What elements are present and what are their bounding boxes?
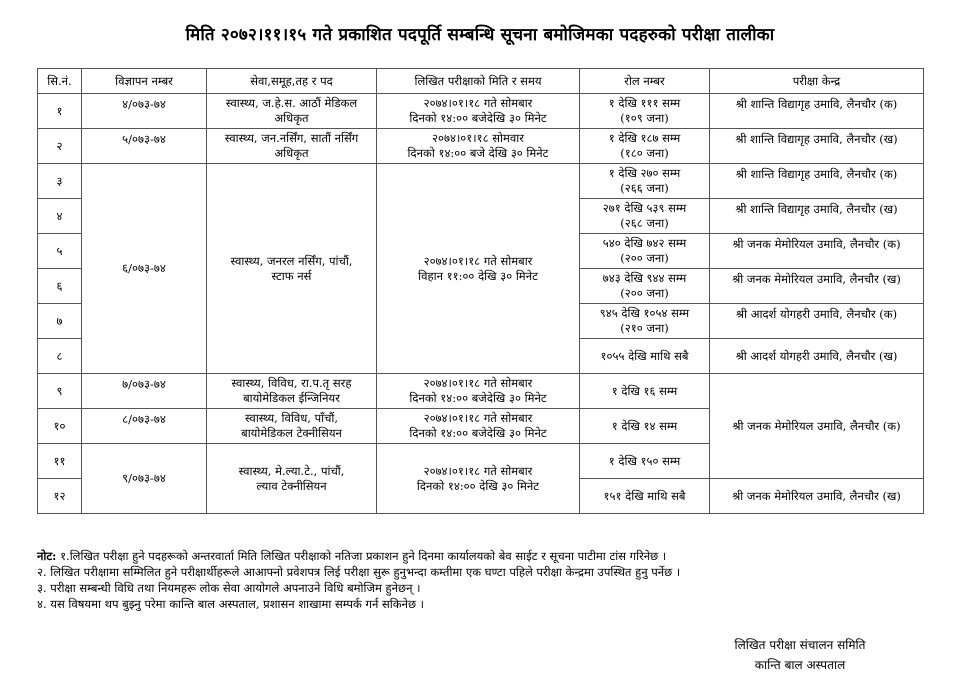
signature-block	[700, 635, 900, 675]
cell-roll-no: १ देखि २७० सम्म (२६६ जना)	[580, 164, 710, 199]
cell-sn: ३	[38, 164, 82, 199]
header-sn: सि.नं.	[38, 69, 82, 94]
header-advertisement-no: विज्ञापन नम्बर	[82, 69, 207, 94]
cell-sn: १०	[38, 409, 82, 444]
cell-advertisement-no: ८/०७३-७४	[82, 409, 207, 444]
cell-exam-center: श्री आदर्श योगहरी उमावि, लैनचौर (ख)	[710, 339, 924, 374]
table-row	[38, 374, 924, 409]
cell-roll-no: १ देखि १११ सम्म (१०९ जना)	[580, 94, 710, 129]
cell-sn: ७	[38, 304, 82, 339]
table-row	[38, 164, 924, 199]
cell-advertisement-no: ७/०७३-७४	[82, 374, 207, 409]
cell-advertisement-no: ५/०७३-७४	[82, 129, 207, 164]
header-exam-date: लिखित परीक्षाको मिति र समय	[377, 69, 580, 94]
cell-exam-center: श्री आदर्श योगहरी उमावि, लैनचौर (क)	[710, 304, 924, 339]
cell-exam-center: श्री जनक मेमोरियल उमावि, लैनचौर (क)	[710, 234, 924, 269]
cell-sn: १	[38, 94, 82, 129]
cell-advertisement-no: ६/०७३-७४	[82, 164, 207, 374]
cell-roll-no: १ देखि १८७ सम्म (१८० जना)	[580, 129, 710, 164]
note-line-4: ४. यस विषयमा थप बुझ्नु परेमा कान्ति बाल अस्पताल, प्रशासन शाखामा सम्पर्क गर्न सकिनेछ ।	[37, 597, 425, 611]
cell-exam-center: श्री जनक मेमोरियल उमावि, लैनचौर (क)	[710, 374, 924, 479]
cell-roll-no: १ देखि १४ सम्म	[580, 409, 710, 444]
cell-exam-center: श्री शान्ति विद्यागृह उमावि, लैनचौर (ख)	[710, 199, 924, 234]
cell-exam-center: श्री शान्ति विद्यागृह उमावि, लैनचौर (ख)	[710, 129, 924, 164]
note-label: नोट:	[37, 549, 57, 563]
cell-sn: ४	[38, 199, 82, 234]
cell-exam-date: २०७४।०१।१८ गते सोमबार दिनको १४:०० देखि ३० मिनेट	[377, 444, 580, 514]
cell-exam-date: २०७४।०१।१८ गते सोमबार विहान ११:०० देखि ३० मिनेट	[377, 164, 580, 374]
cell-roll-no: १०५५ देखि माथि सबै	[580, 339, 710, 374]
cell-exam-center: श्री शान्ति विद्यागृह उमावि, लैनचौर (क)	[710, 94, 924, 129]
cell-sn: ६	[38, 269, 82, 304]
cell-sn: २	[38, 129, 82, 164]
cell-roll-no: १ देखि १५० सम्म	[580, 444, 710, 479]
header-exam-center: परीक्षा केन्द्र	[710, 69, 924, 94]
cell-post: स्वास्थ्य, विविध, रा.प.तृ सरह बायोमेडिकल ईन्जिनियर	[207, 374, 377, 409]
table-header-row	[38, 69, 924, 94]
cell-post: स्वास्थ्य, ज.हे.स. आठौं मेडिकल अधिकृत	[207, 94, 377, 129]
cell-sn: १२	[38, 479, 82, 514]
cell-post: स्वास्थ्य, जनरल नर्सिंग, पांचौं, स्टाफ नर्स	[207, 164, 377, 374]
cell-sn: ९	[38, 374, 82, 409]
note-line-2: २. लिखित परीक्षामा सम्मिलित हुने परीक्षार्थीहरूले आआफ्नो प्रवेशपत्र लिई परीक्षा सुरू हुनुभन्दा कम्तीमा एक घण्टा पहिले परीक्षा केन्द्रमा उपस्थित हुनु पर्नेछ ।	[37, 565, 681, 579]
header-roll-no: रोल नम्बर	[580, 69, 710, 94]
cell-exam-date: २०७४।०१।१८ गते सोमबार दिनको १४:०० बजेदेखि ३० मिनेट	[377, 94, 580, 129]
signature-committee: लिखित परीक्षा संचालन समिति	[734, 638, 866, 652]
cell-roll-no: ७४३ देखि ९४४ सम्म (२०० जना)	[580, 269, 710, 304]
cell-exam-center: श्री जनक मेमोरियल उमावि, लैनचौर (ख)	[710, 479, 924, 514]
table-row	[38, 129, 924, 164]
note-line-3: ३. परीक्षा सम्बन्धी विधि तथा नियमहरू लोक सेवा आयोगले अपनाउने विधि बमोजिम हुनेछन् ।	[37, 581, 421, 595]
cell-exam-center: श्री शान्ति विद्यागृह उमावि, लैनचौर (क)	[710, 164, 924, 199]
notes-section	[37, 548, 937, 612]
page-title: मिति २०७२।११।१५ गते प्रकाशित पदपूर्ति सम्बन्धि सूचना बमोजिमका पदहरुको परीक्षा तालीका	[185, 25, 775, 45]
cell-roll-no: १५१ देखि माथि सबै	[580, 479, 710, 514]
cell-roll-no: १ देखि १६ सम्म	[580, 374, 710, 409]
cell-roll-no: २७१ देखि ५३९ सम्म (२६८ जना)	[580, 199, 710, 234]
cell-advertisement-no: ९/०७३-७४	[82, 444, 207, 514]
cell-exam-center: श्री जनक मेमोरियल उमावि, लैनचौर (ख)	[710, 269, 924, 304]
cell-roll-no: ५४० देखि ७४२ सम्म (२०० जना)	[580, 234, 710, 269]
cell-roll-no: ९४५ देखि १०५४ सम्म (२१० जना)	[580, 304, 710, 339]
cell-exam-date: २०७४।०१।१८ गते सोमबार दिनको १४:०० बजेदेखि ३० मिनेट	[377, 409, 580, 444]
cell-post: स्वास्थ्य, विविध, पाँचौं, बायोमेडिकल टेक्नीसियन	[207, 409, 377, 444]
note-line-1: नोट: १.लिखित परीक्षा हुने पदहरूको अन्तरवार्ता मिति लिखित परीक्षाको नतिजा प्रकाशन हुने दिनमा कार्यालयको बेव साईट र सूचना पाटीमा टांस गरिनेछ ।	[37, 549, 667, 563]
table-row	[38, 94, 924, 129]
signature-hospital: कान्ति बाल अस्पताल	[754, 658, 846, 672]
cell-sn: ५	[38, 234, 82, 269]
cell-sn: ८	[38, 339, 82, 374]
cell-post: स्वास्थ्य, मे.ल्या.टे., पांचौं, ल्याव टेक्नीसियन	[207, 444, 377, 514]
header-post: सेवा,समूह,तह र पद	[207, 69, 377, 94]
cell-advertisement-no: ४/०७३-७४	[82, 94, 207, 129]
cell-exam-date: २०७४।०१।१८ सोमवार दिनको १४:०० बजे देखि ३० मिनेट	[377, 129, 580, 164]
cell-post: स्वास्थ्य, जन.नर्सिंग, सातौं नर्सिंग अधिकृत	[207, 129, 377, 164]
cell-exam-date: २०७४।०१।१८ गते सोमबार दिनको १४:०० बजेदेखि ३० मिनेट	[377, 374, 580, 409]
cell-sn: ११	[38, 444, 82, 479]
exam-schedule-table	[37, 68, 924, 514]
